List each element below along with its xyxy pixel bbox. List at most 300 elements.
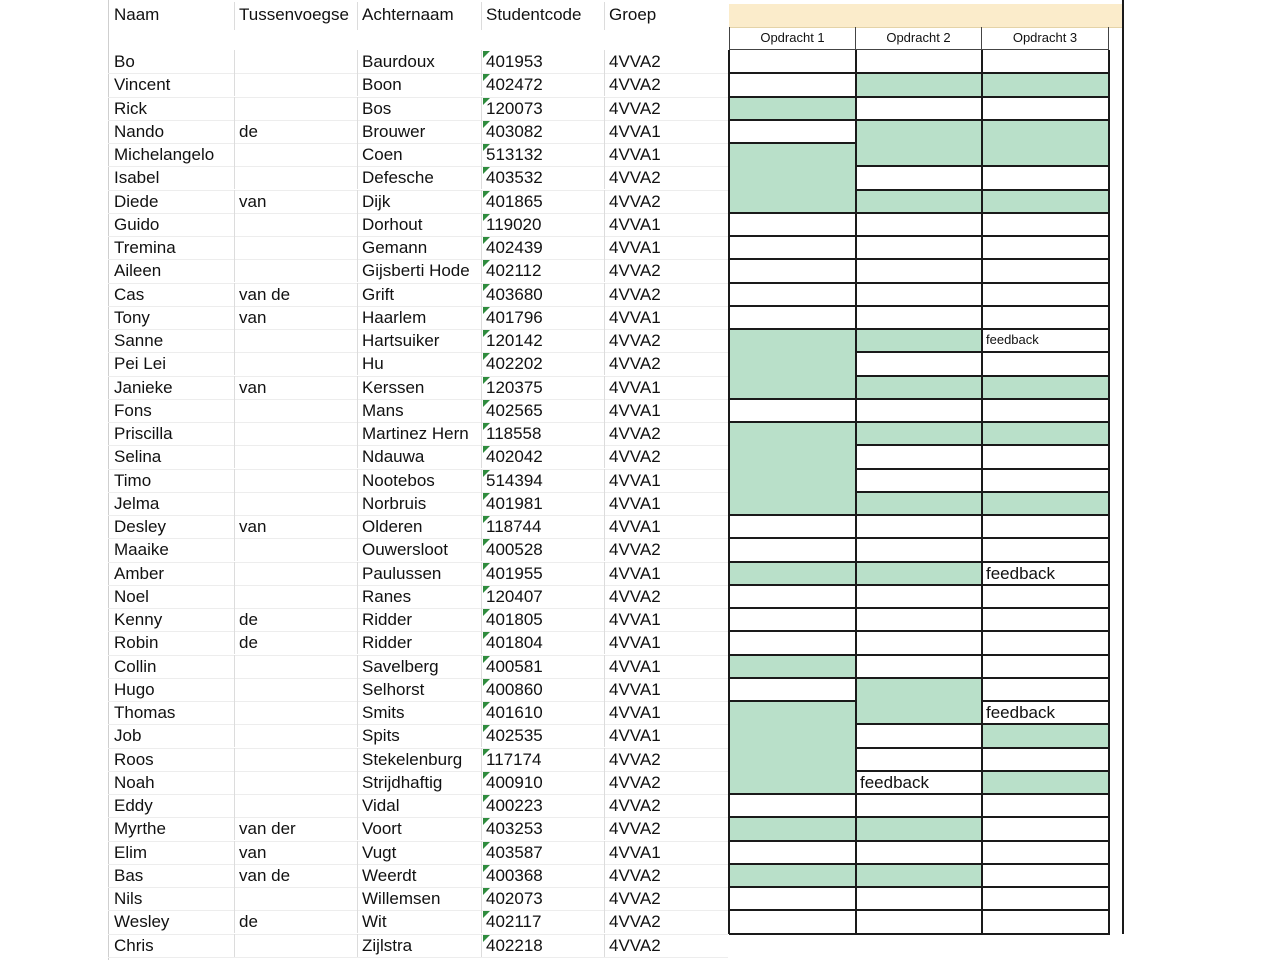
- cell-naam[interactable]: Eddy: [114, 796, 153, 815]
- cell-naam[interactable]: Amber: [114, 564, 165, 583]
- cell-groep[interactable]: 4VVA1: [604, 724, 728, 747]
- cell-tussenvoegsel[interactable]: [234, 562, 358, 585]
- cell-groep[interactable]: 4VVA2: [604, 887, 728, 910]
- cell-groep[interactable]: 4VVA1: [604, 678, 728, 701]
- cell-groep[interactable]: 4VVA2: [604, 910, 728, 933]
- cell-groep[interactable]: 4VVA2: [604, 748, 728, 771]
- cell-studentcode[interactable]: 403532: [481, 166, 605, 189]
- cell-groep[interactable]: 4VVA2: [604, 794, 728, 817]
- cell-groep[interactable]: 4VVA1: [604, 562, 728, 585]
- assignment-row-border: [729, 630, 857, 632]
- cell-tussenvoegsel[interactable]: [234, 213, 358, 236]
- cell-achternaam[interactable]: Stekelenburg: [357, 748, 481, 771]
- cell-groep[interactable]: 4VVA1: [604, 841, 728, 864]
- cell-naam[interactable]: Jelma: [114, 494, 160, 513]
- assignment-row-border: [982, 165, 1110, 167]
- cell-groep[interactable]: 4VVA2: [604, 445, 728, 468]
- cell-studentcode[interactable]: 402472: [481, 73, 605, 96]
- cell-tussenvoegsel[interactable]: [234, 422, 358, 445]
- assignment-done-fill[interactable]: [856, 422, 982, 446]
- cell-tussenvoegsel[interactable]: [234, 794, 358, 817]
- assignment-done-fill[interactable]: [856, 120, 982, 144]
- cell-achternaam[interactable]: Hartsuiker: [357, 329, 481, 352]
- assignment-row-border: [856, 793, 983, 795]
- assignment-done-fill[interactable]: [856, 678, 982, 702]
- cell-achternaam[interactable]: Selhorst: [357, 678, 481, 701]
- assignment-done-fill[interactable]: [729, 771, 856, 795]
- cell-studentcode[interactable]: 403253: [481, 817, 605, 840]
- cell-naam[interactable]: Nils: [114, 889, 143, 908]
- cell-achternaam[interactable]: Zijlstra: [357, 934, 481, 957]
- assignment-done-fill[interactable]: [729, 724, 856, 748]
- assignment-row-border: [982, 305, 1110, 307]
- assignment-done-fill[interactable]: [729, 864, 856, 888]
- assignment-row-border: [856, 305, 983, 307]
- cell-groep[interactable]: 4VVA2: [604, 538, 728, 561]
- cell-achternaam[interactable]: Grift: [357, 283, 481, 306]
- cell-tussenvoegsel[interactable]: [234, 329, 358, 352]
- cell-achternaam[interactable]: Willemsen: [357, 887, 481, 910]
- cell-naam[interactable]: Aileen: [114, 261, 162, 280]
- cell-studentcode[interactable]: 119020: [481, 213, 605, 236]
- cell-naam[interactable]: Thomas: [114, 703, 176, 722]
- cell-achternaam[interactable]: Ndauwa: [357, 445, 481, 468]
- cell-tussenvoegsel[interactable]: [234, 236, 358, 259]
- cell-naam[interactable]: Elim: [114, 843, 148, 862]
- assignment-feedback-text[interactable]: feedback: [860, 773, 929, 792]
- cell-studentcode[interactable]: 514394: [481, 469, 605, 492]
- cell-tussenvoegsel[interactable]: van de: [234, 864, 358, 887]
- cell-naam[interactable]: Sanne: [114, 331, 164, 350]
- cell-achternaam[interactable]: Olderen: [357, 515, 481, 538]
- cell-studentcode[interactable]: 402565: [481, 399, 605, 422]
- cell-studentcode[interactable]: 400528: [481, 538, 605, 561]
- assignment-row-border: [982, 235, 1110, 237]
- assignment-row-border: [856, 933, 983, 935]
- header-tussenvoegsel[interactable]: Tussenvoegse: [234, 2, 358, 30]
- cell-naam[interactable]: Michelangelo: [114, 145, 215, 164]
- cell-naam[interactable]: Diede: [114, 192, 159, 211]
- cell-naam[interactable]: Noah: [114, 773, 155, 792]
- assignment-row-border: [982, 282, 1110, 284]
- cell-tussenvoegsel[interactable]: [234, 655, 358, 678]
- cell-groep[interactable]: 4VVA1: [604, 631, 728, 654]
- cell-achternaam[interactable]: Hu: [357, 352, 481, 375]
- assignment-done-fill[interactable]: [856, 701, 982, 725]
- cell-achternaam[interactable]: Haarlem: [357, 306, 481, 329]
- cell-achternaam[interactable]: Baurdoux: [357, 50, 481, 73]
- assignment-done-fill[interactable]: [856, 376, 982, 400]
- assignment-row-border: [856, 491, 983, 493]
- cell-naam[interactable]: Myrthe: [114, 819, 166, 838]
- assignment-row-border: [729, 863, 857, 865]
- header-opdracht-3[interactable]: Opdracht 3: [982, 27, 1109, 50]
- cell-studentcode[interactable]: 400910: [481, 771, 605, 794]
- cell-studentcode[interactable]: 402042: [481, 445, 605, 468]
- assignment-row-border: [856, 886, 983, 888]
- cell-naam[interactable]: Vincent: [114, 75, 171, 94]
- assignment-row-border: [982, 375, 1110, 377]
- header-groep[interactable]: Groep: [604, 2, 728, 30]
- cell-tussenvoegsel[interactable]: [234, 724, 358, 747]
- cell-achternaam[interactable]: Dorhout: [357, 213, 481, 236]
- cell-naam[interactable]: Kenny: [114, 610, 163, 629]
- cell-tussenvoegsel[interactable]: de: [234, 120, 358, 143]
- assignment-feedback-text[interactable]: feedback: [986, 564, 1055, 583]
- sheet-left-edge: [108, 0, 109, 960]
- assignment-row-border: [729, 258, 857, 260]
- cell-groep[interactable]: 4VVA1: [604, 120, 728, 143]
- cell-groep[interactable]: 4VVA2: [604, 259, 728, 282]
- cell-naam[interactable]: Tony: [114, 308, 150, 327]
- cell-achternaam[interactable]: Bos: [357, 97, 481, 120]
- cell-achternaam[interactable]: Weerdt: [357, 864, 481, 887]
- cell-achternaam[interactable]: Vidal: [357, 794, 481, 817]
- cell-tussenvoegsel[interactable]: de: [234, 910, 358, 933]
- cell-studentcode[interactable]: 401610: [481, 701, 605, 724]
- assignment-row-border: [729, 816, 857, 818]
- cell-studentcode[interactable]: 402218: [481, 934, 605, 957]
- cell-tussenvoegsel[interactable]: van: [234, 190, 358, 213]
- cell-studentcode[interactable]: 403587: [481, 841, 605, 864]
- cell-tussenvoegsel[interactable]: [234, 492, 358, 515]
- assignment-row-border: [729, 119, 857, 121]
- cell-achternaam[interactable]: Martinez Hern: [357, 422, 481, 445]
- cell-groep[interactable]: 4VVA2: [604, 771, 728, 794]
- cell-groep[interactable]: 4VVA2: [604, 329, 728, 352]
- cell-achternaam[interactable]: Defesche: [357, 166, 481, 189]
- cell-tussenvoegsel[interactable]: [234, 399, 358, 422]
- cell-tussenvoegsel[interactable]: [234, 771, 358, 794]
- cell-tussenvoegsel[interactable]: [234, 678, 358, 701]
- cell-naam[interactable]: Desley: [114, 517, 166, 536]
- assignment-row-border: [856, 165, 983, 167]
- cell-achternaam[interactable]: Dijk: [357, 190, 481, 213]
- cell-naam[interactable]: Janieke: [114, 378, 173, 397]
- cell-groep[interactable]: 4VVA1: [604, 515, 728, 538]
- cell-achternaam[interactable]: Gemann: [357, 236, 481, 259]
- cell-studentcode[interactable]: 403082: [481, 120, 605, 143]
- cell-groep[interactable]: 4VVA2: [604, 352, 728, 375]
- assignment-done-fill[interactable]: [856, 492, 982, 516]
- assignment-row-border: [982, 584, 1110, 586]
- cell-naam[interactable]: Maaike: [114, 540, 169, 559]
- assignment-done-fill[interactable]: [856, 562, 982, 586]
- cell-groep[interactable]: 4VVA2: [604, 422, 728, 445]
- cell-tussenvoegsel[interactable]: [234, 143, 358, 166]
- cell-studentcode[interactable]: 117174: [481, 748, 605, 771]
- assignment-row-border: [982, 607, 1110, 609]
- cell-naam[interactable]: Wesley: [114, 912, 170, 931]
- assignment-row-border: [729, 607, 857, 609]
- cell-naam[interactable]: Rick: [114, 99, 148, 118]
- assignment-row-border: [982, 933, 1110, 935]
- cell-groep[interactable]: 4VVA1: [604, 655, 728, 678]
- assignment-row-border: [856, 96, 983, 98]
- assignment-done-fill[interactable]: [729, 352, 856, 376]
- header-studentcode[interactable]: Studentcode: [481, 2, 605, 30]
- cell-naam[interactable]: Tremina: [114, 238, 176, 257]
- cell-naam[interactable]: Pei Lei: [114, 354, 166, 373]
- cell-tussenvoegsel[interactable]: [234, 934, 358, 957]
- cell-groep[interactable]: 4VVA2: [604, 50, 728, 73]
- cell-achternaam[interactable]: Norbruis: [357, 492, 481, 515]
- cell-groep[interactable]: 4VVA1: [604, 143, 728, 166]
- cell-naam[interactable]: Collin: [114, 657, 157, 676]
- cell-groep[interactable]: 4VVA1: [604, 236, 728, 259]
- assignment-done-fill[interactable]: [729, 748, 856, 772]
- assignment-done-fill[interactable]: [982, 771, 1109, 795]
- assignment-done-fill[interactable]: [856, 864, 982, 888]
- cell-groep[interactable]: 4VVA1: [604, 608, 728, 631]
- assignment-row-border: [729, 561, 857, 563]
- assignment-column-border: [855, 50, 857, 934]
- cell-studentcode[interactable]: 401953: [481, 50, 605, 73]
- cell-tussenvoegsel[interactable]: [234, 97, 358, 120]
- assignment-done-fill[interactable]: [856, 143, 982, 167]
- cell-tussenvoegsel[interactable]: van: [234, 515, 358, 538]
- cell-studentcode[interactable]: 401865: [481, 190, 605, 213]
- cell-achternaam[interactable]: Ranes: [357, 585, 481, 608]
- cell-naam[interactable]: Roos: [114, 750, 154, 769]
- cell-groep[interactable]: 4VVA2: [604, 585, 728, 608]
- cell-studentcode[interactable]: 120407: [481, 585, 605, 608]
- assignment-row-border: [729, 305, 857, 307]
- cell-tussenvoegsel[interactable]: [234, 259, 358, 282]
- cell-naam[interactable]: Chris: [114, 936, 154, 955]
- assignment-done-fill[interactable]: [982, 376, 1109, 400]
- cell-tussenvoegsel[interactable]: van: [234, 841, 358, 864]
- header-opdracht-2[interactable]: Opdracht 2: [856, 27, 982, 50]
- cell-tussenvoegsel[interactable]: [234, 73, 358, 96]
- cell-groep[interactable]: 4VVA1: [604, 376, 728, 399]
- assignment-row-border: [982, 514, 1110, 516]
- cell-groep[interactable]: 4VVA2: [604, 73, 728, 96]
- cell-studentcode[interactable]: 402112: [481, 259, 605, 282]
- assignment-done-fill[interactable]: [856, 817, 982, 841]
- cell-achternaam[interactable]: Spits: [357, 724, 481, 747]
- assignment-row-border: [856, 514, 983, 516]
- cell-groep[interactable]: 4VVA2: [604, 864, 728, 887]
- cell-naam[interactable]: Guido: [114, 215, 160, 234]
- cell-tussenvoegsel[interactable]: de: [234, 608, 358, 631]
- assignment-done-fill[interactable]: [729, 143, 856, 167]
- assignment-row-border: [982, 793, 1110, 795]
- assignment-row-border: [982, 398, 1110, 400]
- cell-studentcode[interactable]: 118744: [481, 515, 605, 538]
- assignment-done-fill[interactable]: [982, 143, 1109, 167]
- cell-studentcode[interactable]: 402073: [481, 887, 605, 910]
- cell-studentcode[interactable]: 401981: [481, 492, 605, 515]
- cell-tussenvoegsel[interactable]: [234, 50, 358, 73]
- cell-achternaam[interactable]: Wit: [357, 910, 481, 933]
- assignment-done-fill[interactable]: [729, 166, 856, 190]
- assignment-done-fill[interactable]: [856, 73, 982, 97]
- cell-naam[interactable]: Cas: [114, 285, 145, 304]
- cell-naam[interactable]: Priscilla: [114, 424, 173, 443]
- assignment-done-fill[interactable]: [982, 190, 1109, 214]
- cell-groep[interactable]: 4VVA2: [604, 283, 728, 306]
- cell-groep[interactable]: 4VVA1: [604, 399, 728, 422]
- cell-studentcode[interactable]: 118558: [481, 422, 605, 445]
- cell-studentcode[interactable]: 400860: [481, 678, 605, 701]
- assignment-row-border: [856, 561, 983, 563]
- cell-naam[interactable]: Noel: [114, 587, 149, 606]
- assignment-done-fill[interactable]: [982, 422, 1109, 446]
- assignment-done-fill[interactable]: [856, 329, 982, 353]
- assignment-row-border: [982, 886, 1110, 888]
- assignment-done-fill[interactable]: [729, 817, 856, 841]
- cell-tussenvoegsel[interactable]: van der: [234, 817, 358, 840]
- cell-groep[interactable]: 4VVA2: [604, 97, 728, 120]
- assignment-feedback-text[interactable]: feedback: [986, 703, 1055, 722]
- cell-groep[interactable]: 4VVA2: [604, 934, 728, 957]
- cell-achternaam[interactable]: Savelberg: [357, 655, 481, 678]
- cell-studentcode[interactable]: 402535: [481, 724, 605, 747]
- cell-achternaam[interactable]: Brouwer: [357, 120, 481, 143]
- cell-tussenvoegsel[interactable]: van de: [234, 283, 358, 306]
- assignment-row-border: [856, 840, 983, 842]
- header-achternaam[interactable]: Achternaam: [357, 2, 481, 30]
- cell-naam[interactable]: Isabel: [114, 168, 160, 187]
- assignment-row-border: [982, 700, 1110, 702]
- cell-tussenvoegsel[interactable]: [234, 469, 358, 492]
- cell-studentcode[interactable]: 400368: [481, 864, 605, 887]
- cell-achternaam[interactable]: Ridder: [357, 608, 481, 631]
- assignment-done-fill[interactable]: [729, 655, 856, 679]
- cell-tussenvoegsel[interactable]: van: [234, 376, 358, 399]
- cell-tussenvoegsel[interactable]: [234, 887, 358, 910]
- cell-naam[interactable]: Robin: [114, 633, 159, 652]
- cell-naam[interactable]: Job: [114, 726, 142, 745]
- cell-groep[interactable]: 4VVA1: [604, 469, 728, 492]
- cell-groep[interactable]: 4VVA1: [604, 213, 728, 236]
- cell-naam[interactable]: Timo: [114, 471, 152, 490]
- assignment-row-border: [856, 421, 983, 423]
- assignment-done-fill[interactable]: [729, 190, 856, 214]
- assignment-row-border: [856, 723, 983, 725]
- cell-achternaam[interactable]: Nootebos: [357, 469, 481, 492]
- cell-tussenvoegsel[interactable]: [234, 701, 358, 724]
- cell-achternaam[interactable]: Coen: [357, 143, 481, 166]
- cell-achternaam[interactable]: Kerssen: [357, 376, 481, 399]
- cell-naam[interactable]: Hugo: [114, 680, 155, 699]
- cell-tussenvoegsel[interactable]: de: [234, 631, 358, 654]
- cell-naam[interactable]: Selina: [114, 447, 162, 466]
- row-divider: [108, 957, 728, 958]
- assignment-row-border: [856, 444, 983, 446]
- assignment-done-fill[interactable]: [729, 376, 856, 400]
- cell-tussenvoegsel[interactable]: [234, 585, 358, 608]
- assignment-row-border: [982, 258, 1110, 260]
- assignment-row-border: [982, 723, 1110, 725]
- assignment-done-fill[interactable]: [729, 329, 856, 353]
- assignment-row-border: [856, 398, 983, 400]
- assignment-row-border: [982, 351, 1110, 353]
- header-opdracht-1[interactable]: Opdracht 1: [729, 27, 856, 50]
- assignment-done-fill[interactable]: [729, 469, 856, 493]
- assignment-done-fill[interactable]: [729, 97, 856, 121]
- cell-groep[interactable]: 4VVA2: [604, 166, 728, 189]
- cell-studentcode[interactable]: 403680: [481, 283, 605, 306]
- assignment-done-fill[interactable]: [982, 120, 1109, 144]
- cell-studentcode[interactable]: 402202: [481, 352, 605, 375]
- assignment-done-fill[interactable]: [982, 73, 1109, 97]
- cell-naam[interactable]: Nando: [114, 122, 165, 141]
- cell-achternaam[interactable]: Boon: [357, 73, 481, 96]
- cell-studentcode[interactable]: 120375: [481, 376, 605, 399]
- cell-studentcode[interactable]: 120142: [481, 329, 605, 352]
- cell-tussenvoegsel[interactable]: [234, 166, 358, 189]
- assignment-banner: [729, 4, 1124, 28]
- cell-groep[interactable]: 4VVA2: [604, 817, 728, 840]
- assignment-row-border: [856, 909, 983, 911]
- assignment-done-fill[interactable]: [729, 445, 856, 469]
- cell-achternaam[interactable]: Paulussen: [357, 562, 481, 585]
- assignment-done-fill[interactable]: [982, 724, 1109, 748]
- cell-studentcode[interactable]: 513132: [481, 143, 605, 166]
- cell-achternaam[interactable]: Strijdhaftig: [357, 771, 481, 794]
- assignment-done-fill[interactable]: [729, 492, 856, 516]
- cell-tussenvoegsel[interactable]: [234, 445, 358, 468]
- cell-naam[interactable]: Bo: [114, 52, 135, 71]
- assignment-row-border: [729, 212, 857, 214]
- assignment-row-border: [729, 537, 857, 539]
- cell-naam[interactable]: Fons: [114, 401, 152, 420]
- cell-studentcode[interactable]: 400223: [481, 794, 605, 817]
- cell-studentcode[interactable]: 401796: [481, 306, 605, 329]
- cell-achternaam[interactable]: Ouwersloot: [357, 538, 481, 561]
- assignment-done-fill[interactable]: [729, 701, 856, 725]
- cell-naam[interactable]: Bas: [114, 866, 144, 885]
- assignment-row-border: [856, 212, 983, 214]
- assignment-feedback-text[interactable]: feedback: [986, 332, 1039, 347]
- cell-studentcode[interactable]: 400581: [481, 655, 605, 678]
- assignment-done-fill[interactable]: [729, 562, 856, 586]
- cell-achternaam[interactable]: Smits: [357, 701, 481, 724]
- cell-groep[interactable]: 4VVA1: [604, 492, 728, 515]
- assignment-row-border: [856, 282, 983, 284]
- cell-groep[interactable]: 4VVA1: [604, 306, 728, 329]
- cell-groep[interactable]: 4VVA2: [604, 190, 728, 213]
- cell-tussenvoegsel[interactable]: van: [234, 306, 358, 329]
- cell-studentcode[interactable]: 401804: [481, 631, 605, 654]
- cell-achternaam[interactable]: Vugt: [357, 841, 481, 864]
- cell-tussenvoegsel[interactable]: [234, 748, 358, 771]
- assignment-row-border: [729, 584, 857, 586]
- cell-tussenvoegsel[interactable]: [234, 538, 358, 561]
- cell-tussenvoegsel[interactable]: [234, 352, 358, 375]
- assignment-done-fill[interactable]: [982, 492, 1109, 516]
- cell-studentcode[interactable]: 402117: [481, 910, 605, 933]
- cell-achternaam[interactable]: Gijsberti Hode: [357, 259, 481, 282]
- cell-achternaam[interactable]: Mans: [357, 399, 481, 422]
- assignment-done-fill[interactable]: [856, 190, 982, 214]
- assignment-row-border: [856, 630, 983, 632]
- cell-achternaam[interactable]: Voort: [357, 817, 481, 840]
- header-naam[interactable]: Naam: [114, 5, 160, 24]
- assignment-done-fill[interactable]: [729, 422, 856, 446]
- cell-studentcode[interactable]: 401955: [481, 562, 605, 585]
- assignment-row-border: [982, 189, 1110, 191]
- cell-studentcode[interactable]: 402439: [481, 236, 605, 259]
- cell-groep[interactable]: 4VVA1: [604, 701, 728, 724]
- assignment-row-border: [982, 491, 1110, 493]
- cell-studentcode[interactable]: 120073: [481, 97, 605, 120]
- cell-studentcode[interactable]: 401805: [481, 608, 605, 631]
- assignment-row-border: [856, 375, 983, 377]
- cell-achternaam[interactable]: Ridder: [357, 631, 481, 654]
